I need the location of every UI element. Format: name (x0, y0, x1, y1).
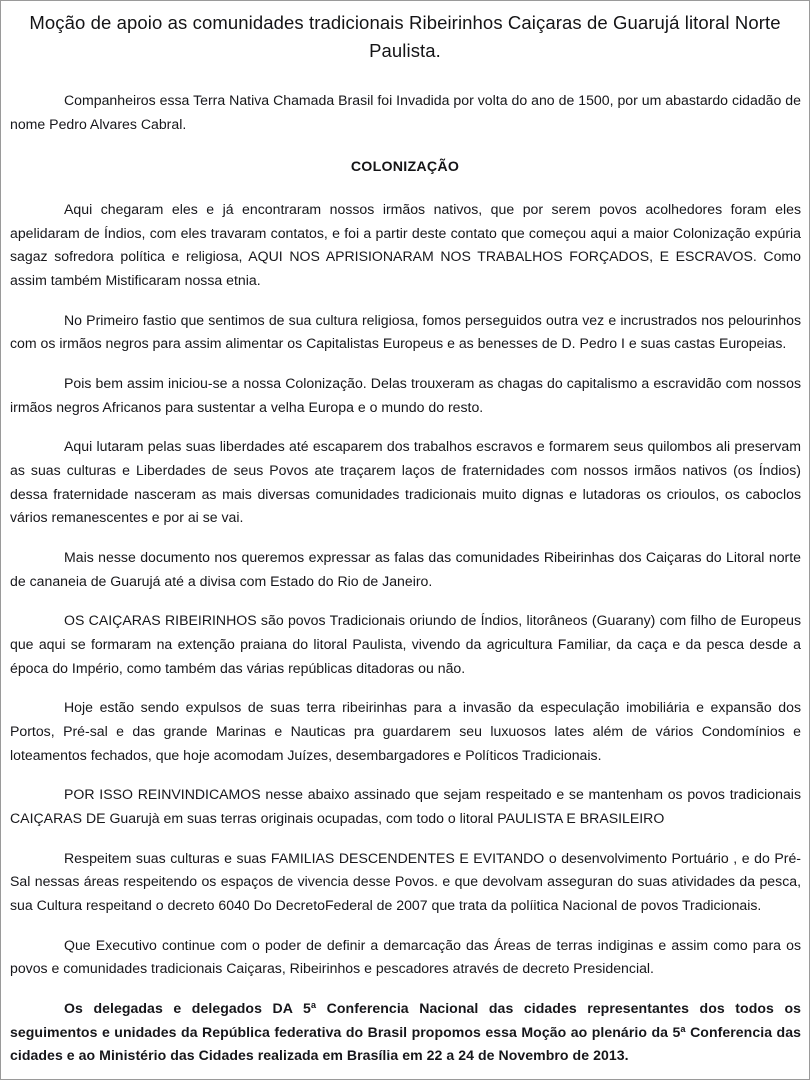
paragraph-aqui-lutaram: Aqui lutaram pelas suas liberdades até escaparem dos trabalhos escravos e formarem seus quilombos ali preservam as suas culturas e Liberdades de seus Povos ate traçarem laços de fraternidades com nossos irmãos nativos (os Índios) dessa fraternidade nasceram as mais diversas comunidades tradicionais muito dignas e lutadoras os crioulos, os caboclos vários remanescentes e por ai se vai. (10, 438, 801, 526)
spacer-after-title (8, 65, 802, 89)
spacer-9 (8, 918, 802, 934)
spacer-after-heading (8, 178, 802, 198)
paragraph-no-primeiro-fastio: No Primeiro fastio que sentimos de sua cultura religiosa, fomos perseguidos outra vez e incrustrados nos pelourinhos com os irmãos negros para assim alimentar os Capitalistas Europeus e as benesses de D. Pedro I e suas castas Europeias. (10, 311, 801, 352)
spacer-4 (8, 530, 802, 546)
spacer-before-heading (8, 137, 802, 157)
document-title-line-2: litoral Norte Paulista. (369, 12, 781, 62)
paragraph-companheiros: Companheiros essa Terra Nativa Chamada Brasil foi Invadida por volta do ano de 1500, por um abastardo cidadão de nome Pedro Alvares Cabral. (10, 92, 801, 132)
document-title-line-1: Moção de apoio as comunidades tradicionais Ribeirinhos Caiçaras de Guarujá (29, 12, 680, 33)
spacer-5 (8, 593, 802, 609)
spacer-6 (8, 680, 802, 696)
section-heading-colonizacao: COLONIZAÇÃO (350, 158, 460, 175)
paragraph-hoje-estao: Hoje estão sendo expulsos de suas terra ribeirinhas para a invasão da especulação imobiliária e expansão dos Portos, Pré-sal e das grande Marinas e Nauticas pra guardarem seu luxuosos lates além de vários Condomínios e loteamentos fechados, que hoje acomodam Juízes, desembargadores e Políticos Tradicionais. (10, 699, 801, 763)
paragraph-respeitem: Respeitem suas culturas e suas FAMILIAS DESCENDENTES E EVITANDO o desenvolvimento Portuário , e do Pré-Sal nessas áreas respeitendo os espaços de vivencia desse Povos. e que devolvam asseguran do suas atividades da pesca, sua Cultura respeitand o decreto 6040 Do DecretoFederal de 2007 que trata da políitica Nacional de povos Tradicionais. (10, 849, 801, 913)
paragraph-pois-bem: Pois bem assim iniciou-se a nossa Colonização. Delas trouxeram as chagas do capitalismo a escravidão com nossos irmãos negros Africanos para sustentar a velha Europa e o mundo do resto. (10, 374, 801, 415)
document-body (1, 1, 809, 1068)
spacer-2 (8, 356, 802, 372)
document-title (8, 9, 802, 65)
paragraph-os-caicaras-ribeirinhos: OS CAIÇARAS RIBEIRINHOS são povos Tradicionais oriundo de Índios, litorâneos (Guarany) com filho de Europeus que aqui se formaram na extenção praiana do litoral Paulista, vivendo da agricultura Familiar, da caça e da pesca desde a época do Império, como também das várias repúblicas ditadoras ou não. (10, 612, 801, 676)
paragraph-por-isso-reinvindicamos: POR ISSO REINVINDICAMOS nesse abaixo assinado que sejam respeitado e se mantenham os povos tradicionais CAIÇARAS DE Guarujà em suas terras originais ocupadas, com todo o litoral PAULISTA E BRASILEIRO (10, 786, 801, 826)
paragraph-aqui-chegaram: Aqui chegaram eles e já encontraram nossos irmãos nativos, que por serem povos acolhedores foram eles apelidaram de Índios, com eles travaram contatos, e foi a partir deste contato que começou aqui a maior Colonização expúria sagaz sofredora política e religiosa, AQUI NOS APRISIONARAM NOS TRABALHOS FORÇADOS, E ESCRAVOS. Como assim também Mistificaram nossa etnia. (10, 200, 801, 288)
spacer-8 (8, 831, 802, 847)
spacer-1 (8, 293, 802, 309)
spacer-3 (8, 419, 802, 435)
spacer-10 (8, 981, 802, 997)
spacer-7 (8, 767, 802, 783)
paragraph-os-delegadas-delegados: Os delegadas e delegados DA 5ª Conferencia Nacional das cidades representantes dos todos os seguimentos e unidades da República federativa do Brasil propomos essa Moção ao plenário da 5ª Conferencia das cidades e ao Ministério das Cidades realizada em Brasília em 22 a 24 de Novembro de 2013. (10, 1000, 801, 1064)
paragraph-que-executivo: Que Executivo continue com o poder de definir a demarcação das Áreas de terras indiginas e assim como para os povos e comunidades tradicionais Caiçaras, Ribeirinhos e pescadores através de decreto Presidencial. (10, 936, 801, 977)
paragraph-mais-nesse-documento: Mais nesse documento nos queremos expressar as falas das comunidades Ribeirinhas dos Caiçaras do Litoral norte de cananeia de Guarujá até a divisa com Estado do Rio de Janeiro. (10, 548, 801, 589)
